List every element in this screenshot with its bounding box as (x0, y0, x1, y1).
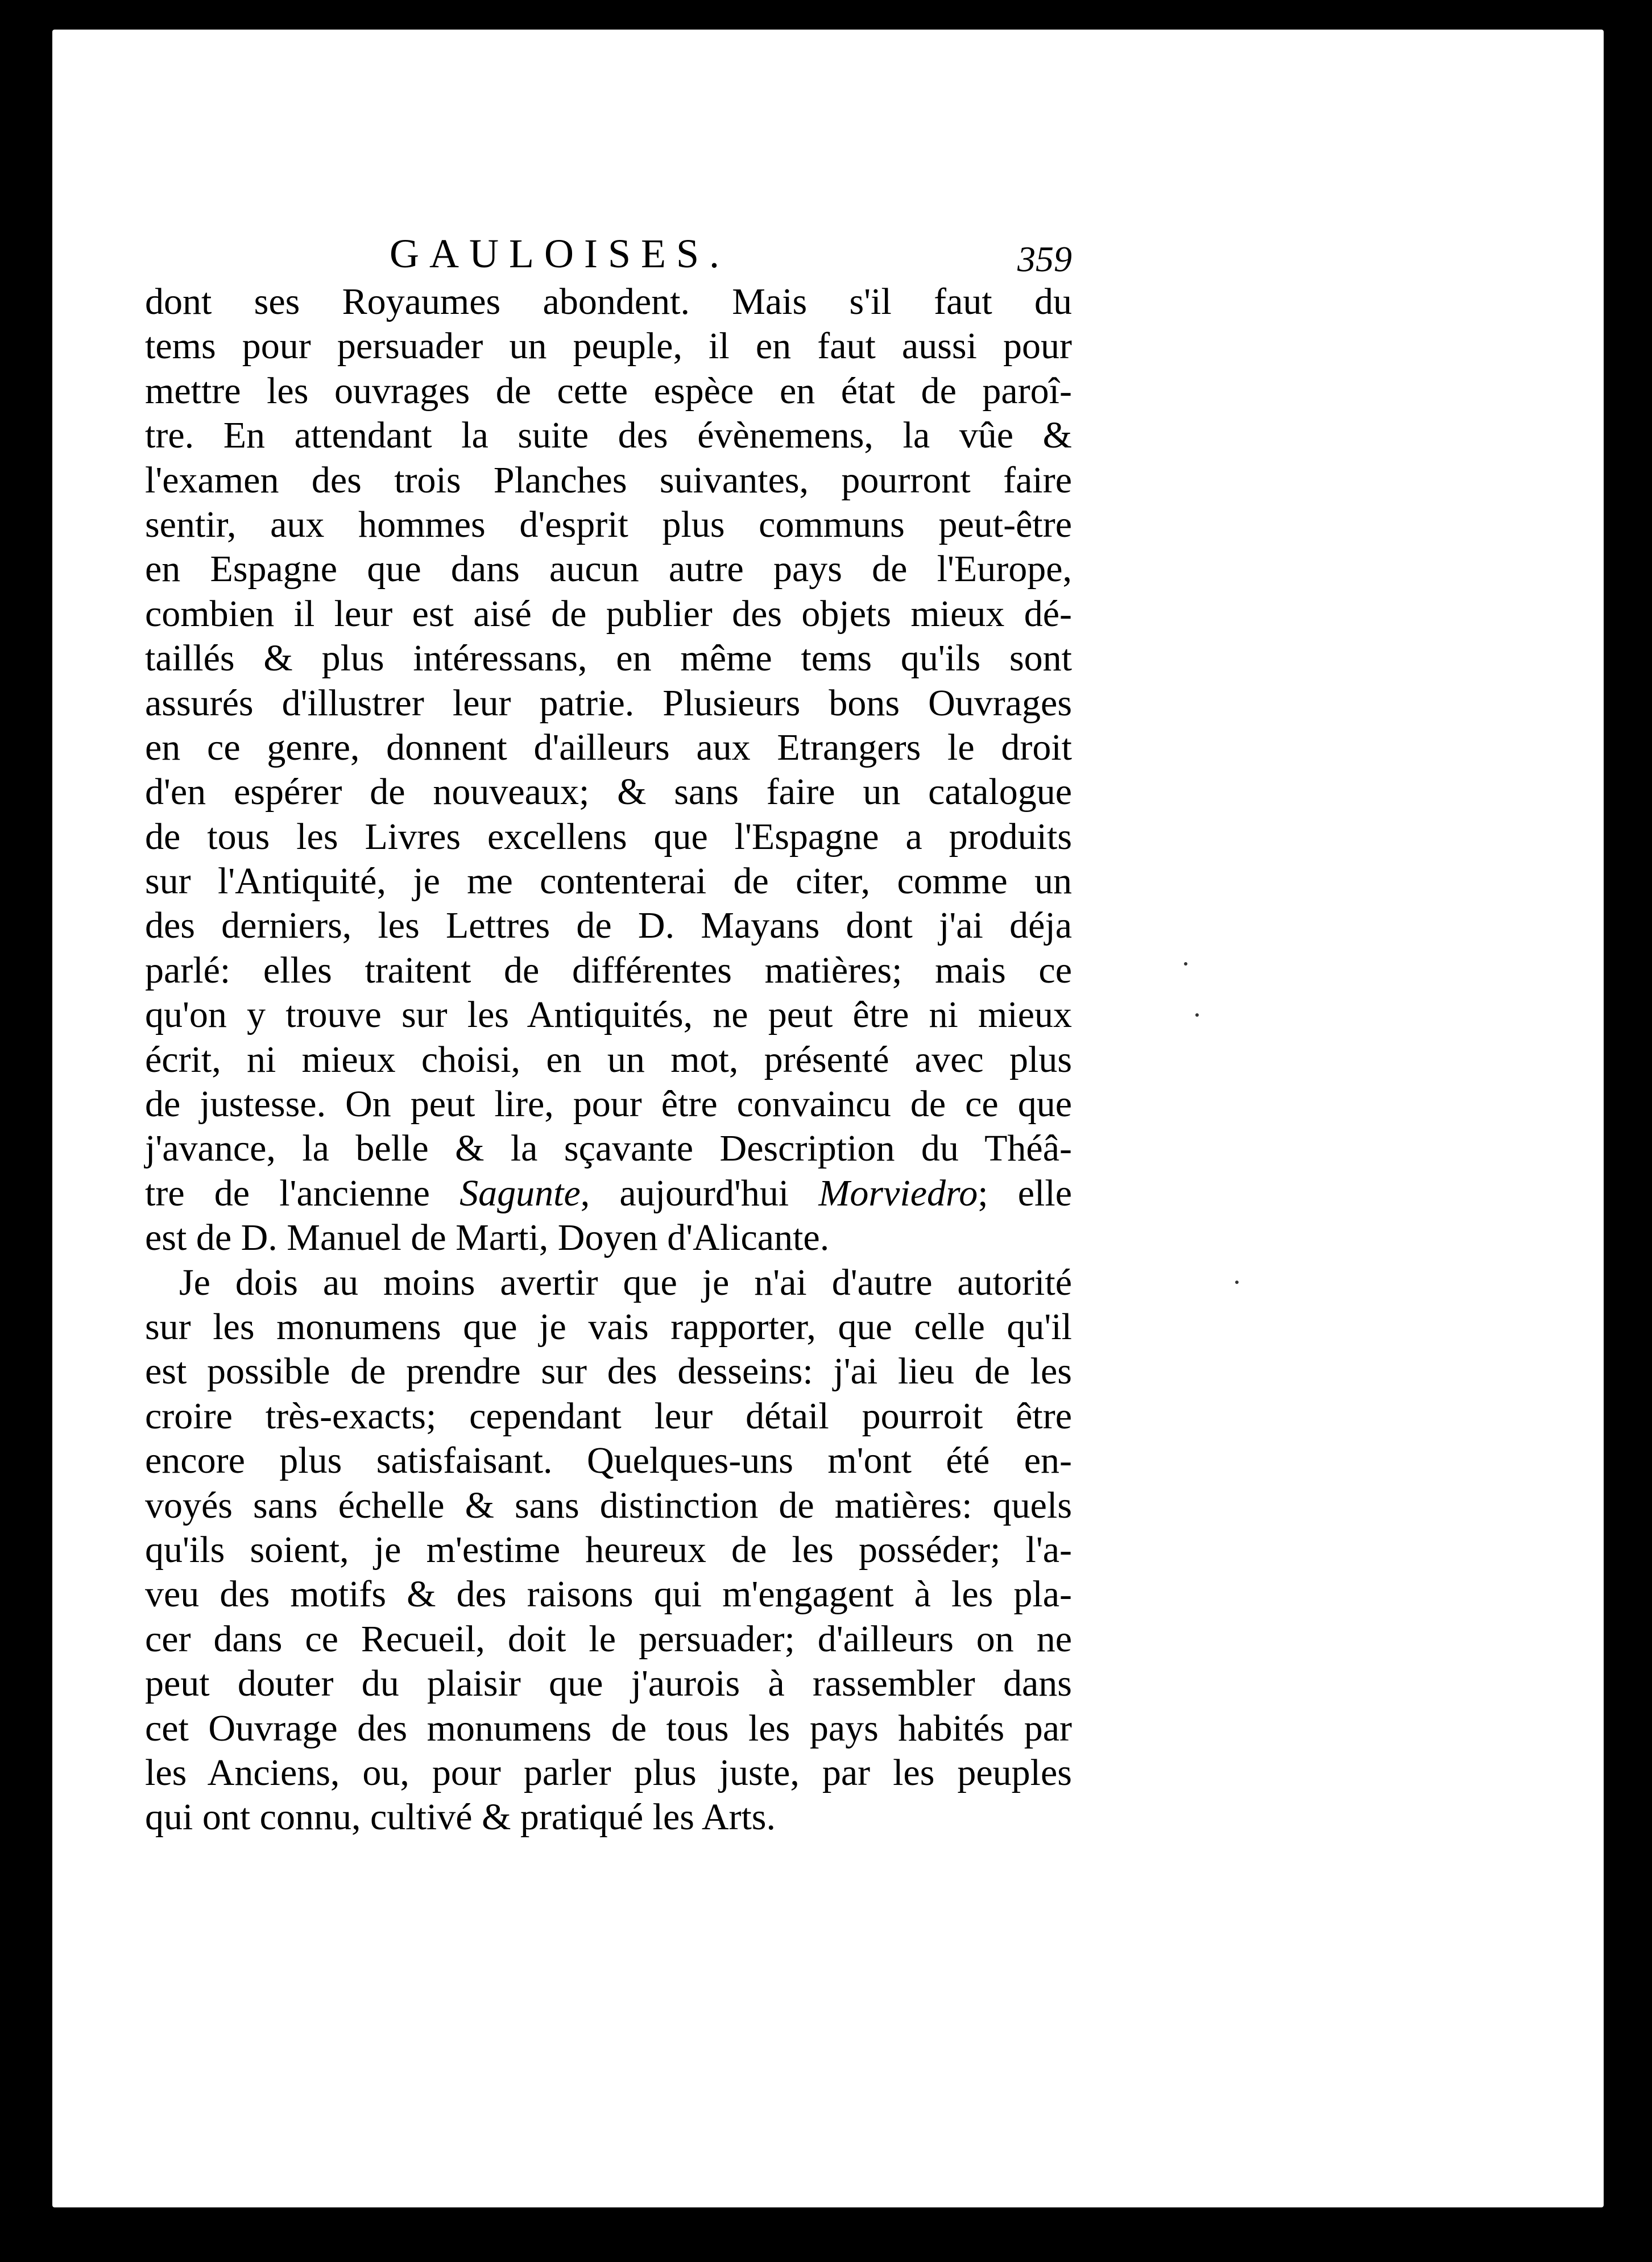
text-line: combien il leur est aisé de publier des objets mieux dé- (145, 593, 1072, 635)
paragraph-1 (145, 280, 1072, 1261)
text-line: taillés & plus intéressans, en même tems qu'ils sont (145, 637, 1072, 680)
text-line: en ce genre, donnent d'ailleurs aux Etrangers le droit (145, 726, 1072, 768)
text-line: en Espagne que dans aucun autre pays de l'Europe, (145, 548, 1072, 590)
text-line: assurés d'illustrer leur patrie. Plusieurs bons Ouvrages (145, 682, 1072, 724)
text-line: dont ses Royaumes abondent. Mais s'il faut du (145, 281, 1072, 322)
paragraph-2 (145, 1261, 1072, 1840)
text-line: tre de l'ancienne Sagunte, aujourd'hui Morviedro; elle (145, 1172, 1072, 1214)
text-line: de tous les Livres excellens que l'Espagne a produits (145, 815, 1072, 857)
text-line: croire très-exacts; cependant leur détail pourroit être (145, 1395, 1072, 1437)
text-line: les Anciens, ou, pour parler plus juste, par les peuples (145, 1751, 1072, 1793)
text-line: peut douter du plaisir que j'aurois à rassembler dans (145, 1663, 1072, 1705)
text-line: est possible de prendre sur des desseins: j'ai lieu de les (145, 1350, 1072, 1393)
text-line: des derniers, les Lettres de D. Mayans dont j'ai déja (145, 905, 1072, 947)
text-line: qu'ils soient, je m'estime heureux de les posséder; l'a- (145, 1528, 1072, 1571)
text-line: veu des motifs & des raisons qui m'engagent à les pla- (145, 1573, 1072, 1615)
text-line: l'examen des trois Planches suivantes, pourront faire (145, 459, 1072, 501)
body-text (145, 280, 1072, 1840)
text-line: de justesse. On peut lire, pour être convaincu de ce que (145, 1083, 1072, 1125)
text-line: qu'on y trouve sur les Antiquités, ne peut être ni mieux (145, 994, 1072, 1036)
text-line: encore plus satisfaisant. Quelques-uns m'ont été en- (145, 1440, 1072, 1482)
text-line: sur les monumens que je vais rapporter, que celle qu'il (145, 1306, 1072, 1348)
text-line: parlé: elles traitent de différentes matières; mais ce (145, 949, 1072, 991)
text-line: mettre les ouvrages de cette espèce en état de paroî- (145, 370, 1072, 412)
text-line: voyés sans échelle & sans distinction de matières: quels (145, 1484, 1072, 1526)
ink-speck (1235, 1281, 1239, 1284)
text-line: tems pour persuader un peuple, il en faut aussi pour (145, 325, 1072, 367)
text-line: sentir, aux hommes d'esprit plus communs peut-être (145, 503, 1072, 545)
ink-speck (1195, 1013, 1199, 1017)
page-header (145, 230, 1072, 281)
text-line: cer dans ce Recueil, doit le persuader; d'ailleurs on ne (145, 1618, 1072, 1660)
text-line: j'avance, la belle & la sçavante Description du Théâ- (145, 1128, 1072, 1170)
page-number: 359 (1017, 239, 1072, 279)
ink-speck (1184, 962, 1187, 966)
text-line: qui ont connu, cultivé & pratiqué les Arts. (145, 1796, 776, 1838)
text-line: cet Ouvrage des monumens de tous les pays habités par (145, 1707, 1072, 1749)
text-line: sur l'Antiquité, je me contenterai de citer, comme un (145, 860, 1072, 902)
text-line: Je dois au moins avertir que je n'ai d'autre autorité (179, 1261, 1072, 1303)
text-line: est de D. Manuel de Marti, Doyen d'Alicante. (145, 1217, 830, 1259)
text-line: écrit, ni mieux choisi, en un mot, présenté avec plus (145, 1038, 1072, 1080)
text-line: tre. En attendant la suite des évènemens, la vûe & (145, 415, 1072, 457)
running-title: GAULOISES. (390, 231, 730, 276)
text-line: d'en espérer de nouveaux; & sans faire un catalogue (145, 771, 1072, 813)
